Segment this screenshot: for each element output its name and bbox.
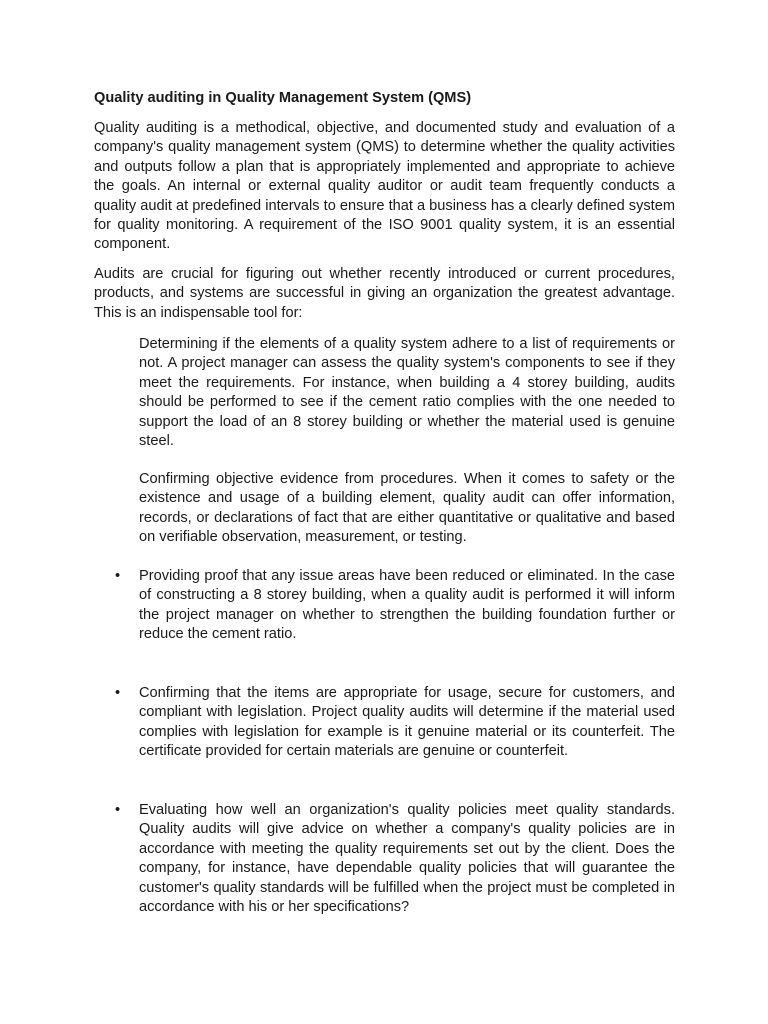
document-title: Quality auditing in Quality Management System (QMS) [94,90,472,106]
list-item-determining-elements: Determining if the elements of a quality system adhere to a list of requirements or not. A project manager can assess the quality system's components to see if they meet the requirements. For instance, when building a 4 storey building, audits should be performed to see if the cement ratio complies with the one needed to support the load of an 8 storey building or whether the material used is genuine steel. [139,336,675,450]
bullet-icon: • [115,802,121,818]
list-item-providing-proof: Providing proof that any issue areas have been reduced or eliminated. In the case of constructing a 8 storey building, when a quality audit is performed it will inform the project manager on whether to strengthen the building foundation further or reduce the cement ratio. [139,568,675,643]
list-item-evaluating-policies: Evaluating how well an organization's quality policies meet quality standards. Quality audits will give advice on whether a company's quality policies are in accordance with meeting the quality requirements set out by the client. Does the company, for instance, have dependable quality policies that will guarantee the customer's quality standards will be fulfilled when the project must be completed in accordance with his or her specifications? [139,802,675,916]
bullet-icon: • [115,685,121,701]
bullet-icon: • [115,568,121,584]
list-item-confirming-items: Confirming that the items are appropriate for usage, secure for customers, and compliant with legislation. Project quality audits will determine if the material used complies with legislation for example is it genuine material or its counterfeit. The certificate provided for certain materials are genuine or counterfeit. [139,685,675,760]
list-item-confirming-evidence: Confirming objective evidence from procedures. When it comes to safety or the existence and usage of a building element, quality audit can offer information, records, or declarations of fact that are either quantitative or qualitative and based on verifiable observation, measurement, or testing. [139,471,675,546]
audits-importance-paragraph: Audits are crucial for figuring out whether recently introduced or current procedures, products, and systems are successful in giving an organization the greatest advantage. This is an indispensable tool for: [94,266,675,321]
intro-paragraph: Quality auditing is a methodical, objective, and documented study and evaluation of a company's quality management system (QMS) to determine whether the quality activities and outputs follow a plan that is appropriately implemented and appropriate to achieve the goals. An internal or external quality auditor or audit team frequently conducts a quality audit at predefined intervals to ensure that a business has a clearly defined system for quality monitoring. A requirement of the ISO 9001 quality system, it is an essential component. [94,120,675,253]
